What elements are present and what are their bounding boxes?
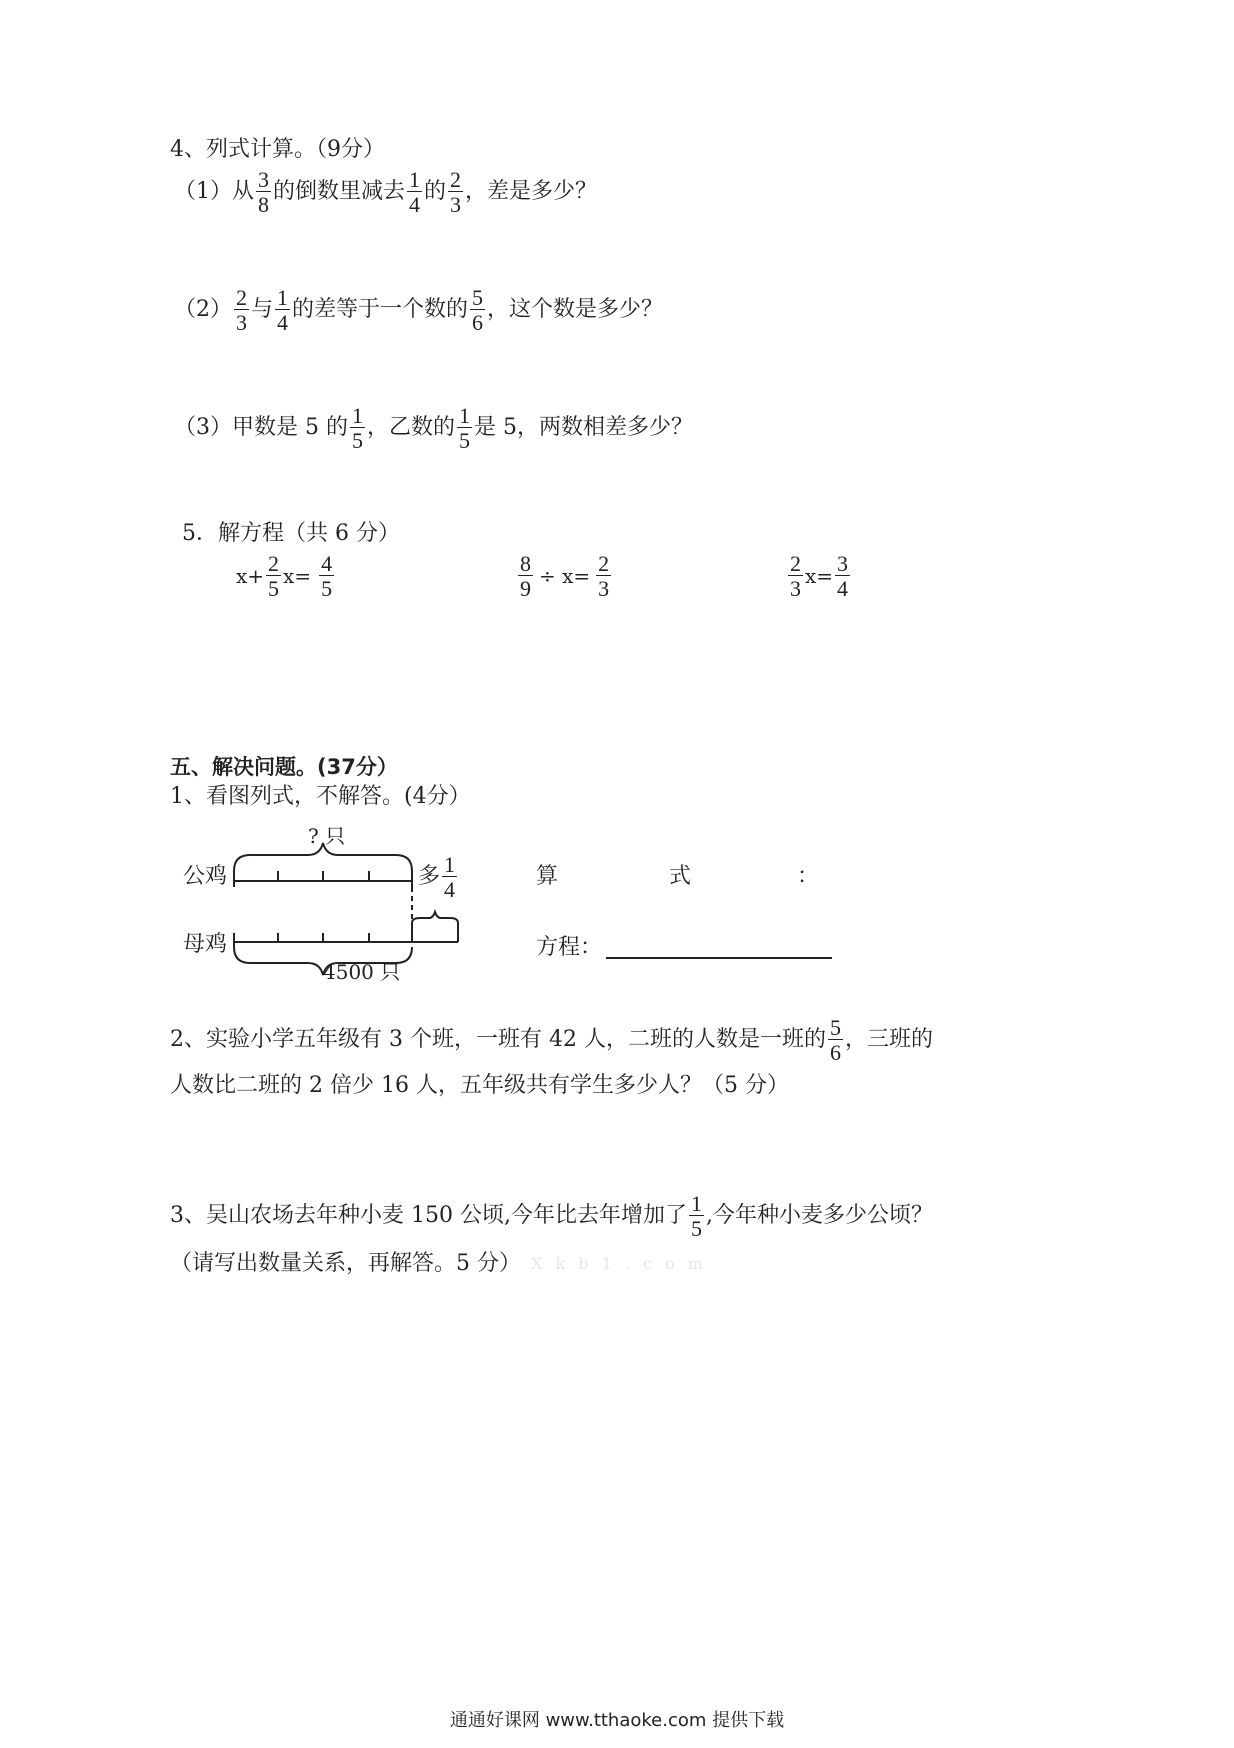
q41-text-c: 的 xyxy=(424,179,447,205)
q41-text-e: ，差是多少？ xyxy=(465,179,598,205)
question-4-1 xyxy=(174,168,597,216)
q42-text-b: 与 xyxy=(251,297,274,323)
fraction: $\frac{3}{8}$ xyxy=(258,167,269,218)
fraction: $\frac{4}{5}$ xyxy=(321,551,333,602)
fraction: $\frac{1}{4}$ xyxy=(277,285,289,336)
diagram-top-label: ? 只 xyxy=(308,824,346,848)
q2-text-b: ，三班的 xyxy=(844,1027,933,1053)
part5-q2-line1 xyxy=(170,1016,933,1064)
q41-text-b: 的倒数里减去 xyxy=(273,179,406,205)
fraction: $\frac{2}{3}$ xyxy=(450,167,462,218)
eq3-mid: x= xyxy=(805,564,834,589)
fraction: $\frac{2}{3}$ xyxy=(236,285,247,336)
fangcheng-row xyxy=(536,937,832,959)
equation-3 xyxy=(786,552,852,600)
fraction: $\frac{2}{5}$ xyxy=(268,551,280,602)
question-4-2 xyxy=(174,286,663,334)
eq1-mid: x= xyxy=(283,564,312,589)
fraction: $\frac{3}{4}$ xyxy=(837,551,849,602)
equation-1 xyxy=(236,552,336,600)
fraction: $\frac{2}{3}$ xyxy=(790,551,801,602)
rooster-label: 公鸡 xyxy=(183,864,228,889)
q43-text-c: 是 5，两数相差多少？ xyxy=(474,415,693,441)
part5-q3-line2 xyxy=(170,1253,707,1275)
fraction: $\frac{1}{5}$ xyxy=(459,403,470,454)
fraction: $\frac{5}{6}$ xyxy=(829,1015,841,1066)
suanshi-label-2: 式 xyxy=(669,864,692,889)
q41-text-a: （1）从 xyxy=(174,179,254,205)
part5-q1-title: 1、看图列式，不解答。(4分） xyxy=(170,784,471,809)
fraction: $\frac{2}{3}$ xyxy=(598,551,610,602)
more-label xyxy=(418,853,459,901)
q43-text-b: ，乙数的 xyxy=(366,415,455,441)
section-4-title: 4、列式计算。（9分） xyxy=(170,137,385,162)
q3-text-b: ,今年种小麦多少公顷？ xyxy=(705,1203,933,1229)
q42-text-a: （2） xyxy=(174,297,232,323)
fraction: $\frac{1}{5}$ xyxy=(690,1191,702,1242)
fraction: $\frac{1}{4}$ xyxy=(409,167,421,218)
footer-credit: 通通好课网 www.tthaoke.com 提供下载 xyxy=(449,1710,785,1731)
suanshi-label-1: 算 xyxy=(536,864,559,889)
part-5-title: 五、解决问题。(37分） xyxy=(170,755,398,779)
q3-text-a: 3、吴山农场去年种小麦 150 公顷,今年比去年增加了 xyxy=(170,1203,687,1229)
fraction: $\frac{1}{5}$ xyxy=(351,403,363,454)
q2-text-a: 2、实验小学五年级有 3 个班，一班有 42 人，二班的人数是一班的 xyxy=(170,1027,826,1053)
extra-brace xyxy=(412,912,458,927)
hen-label: 母鸡 xyxy=(183,932,228,957)
part5-q2-line2: 人数比二班的 2 倍少 16 人，五年级共有学生多少人？（5 分） xyxy=(170,1073,789,1098)
more-text: 多 xyxy=(418,864,441,890)
part5-q3-line1 xyxy=(170,1192,933,1240)
section-5-title: 5．解方程（共 6 分） xyxy=(182,521,400,546)
diagram-bottom-label: 4500 只 xyxy=(323,960,401,984)
fraction: $\frac{8}{9}$ xyxy=(520,551,531,602)
eq1-prefix: x+ xyxy=(236,564,265,589)
fraction: $\frac{1}{4}$ xyxy=(444,852,456,903)
suanshi-label-3: ： xyxy=(797,864,820,889)
fangcheng-label: 方程： xyxy=(536,935,603,960)
fraction: $\frac{5}{6}$ xyxy=(472,285,484,336)
answer-line[interactable] xyxy=(606,937,832,959)
q42-text-e: ，这个数是多少？ xyxy=(487,297,664,323)
eq2-mid: ÷ x= xyxy=(539,564,591,589)
watermark: X k b 1 . c o m xyxy=(531,1254,707,1273)
q42-text-c: 的差等于一个数的 xyxy=(292,297,469,323)
q3-line2-text: （请写出数量关系，再解答。5 分） xyxy=(170,1251,521,1276)
question-4-3 xyxy=(174,404,693,452)
q43-text-a: （3）甲数是 5 的 xyxy=(174,415,348,441)
equation-2 xyxy=(516,552,613,600)
